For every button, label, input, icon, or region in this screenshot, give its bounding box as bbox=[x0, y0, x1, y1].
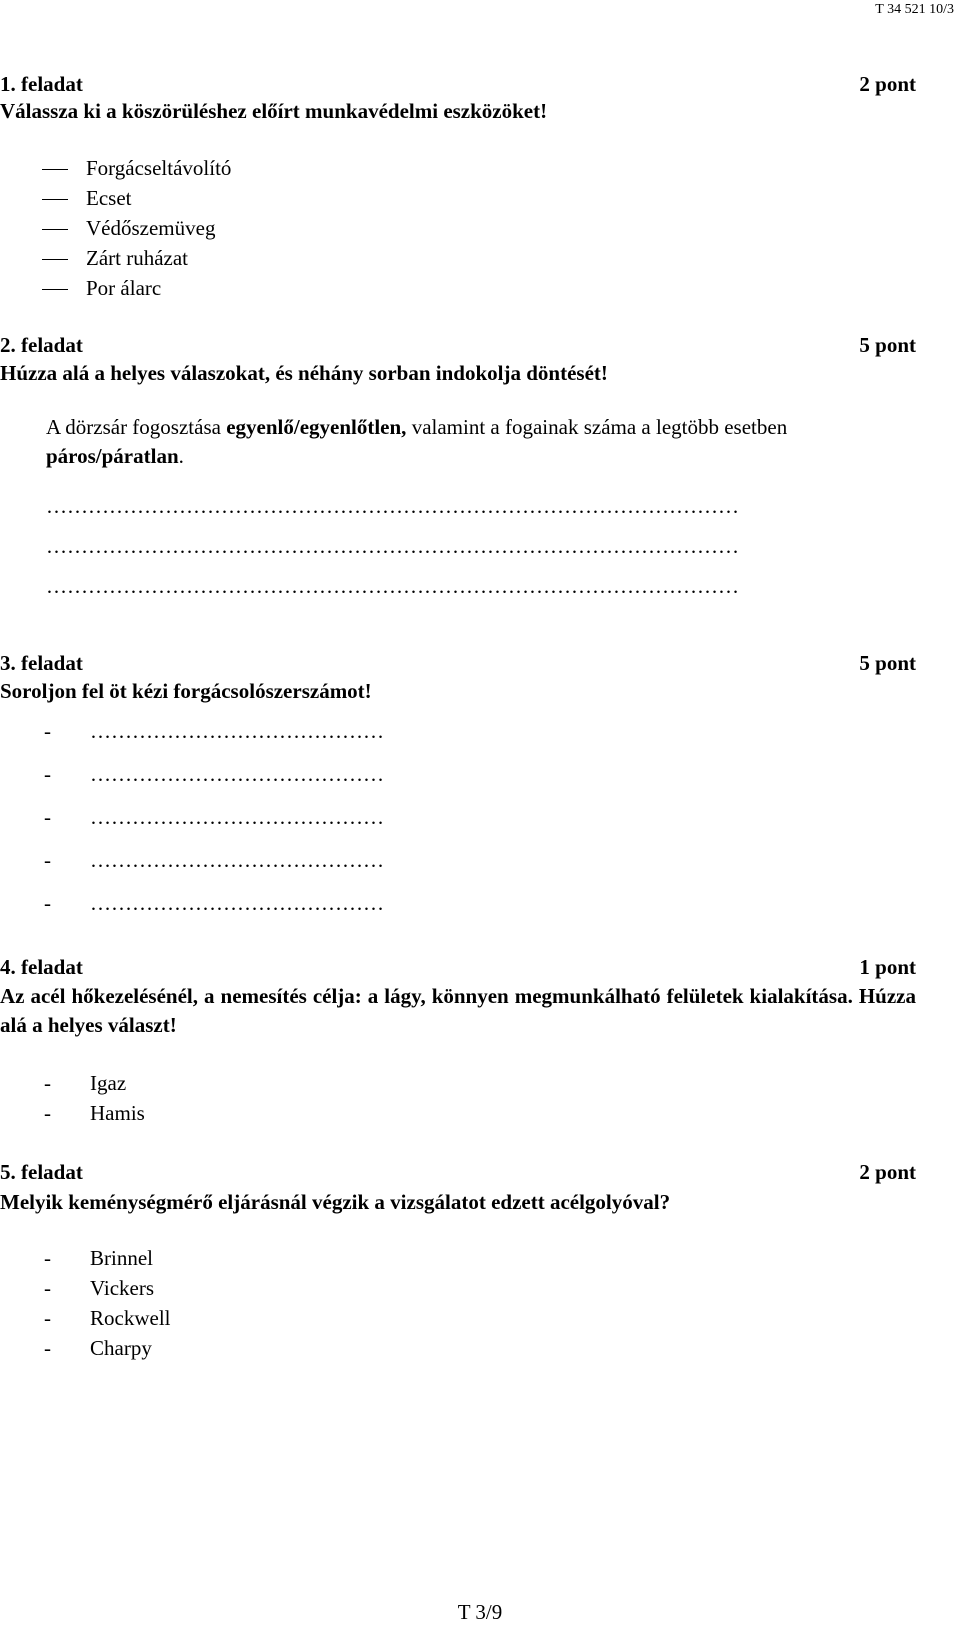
answer-line[interactable]: …………………………………… bbox=[90, 891, 384, 915]
dash-marker bbox=[42, 229, 68, 230]
task-5-question: Melyik keménységmérő eljárásnál végzik a vizsgálatot edzett acélgolyóval? bbox=[0, 1190, 671, 1214]
list-bullet: - bbox=[44, 1101, 51, 1125]
option-rockwell[interactable]: Rockwell bbox=[90, 1306, 171, 1330]
task-3-question: Soroljon fel öt kézi forgácsolószerszámot! bbox=[0, 679, 372, 703]
task-2-statement-cont: páros/páratlan. bbox=[46, 444, 184, 468]
answer-line[interactable]: …………………………………… bbox=[90, 762, 384, 786]
list-bullet: - bbox=[44, 848, 51, 872]
answer-line[interactable]: ……………………………………………………………………………………… bbox=[46, 574, 739, 598]
task-2-title: 2. feladat bbox=[0, 333, 83, 357]
task-1-points: 2 pont bbox=[859, 72, 916, 96]
task-3-title: 3. feladat bbox=[0, 651, 83, 675]
answer-line[interactable]: …………………………………… bbox=[90, 719, 384, 743]
page-number: T 3/9 bbox=[457, 1600, 503, 1624]
task-1-option: Zárt ruházat bbox=[42, 246, 188, 271]
task-1-option: Por álarc bbox=[42, 276, 161, 301]
list-bullet: - bbox=[44, 1306, 51, 1330]
dash-marker bbox=[42, 259, 68, 260]
task-4-points: 1 pont bbox=[859, 955, 916, 979]
answer-line[interactable]: ……………………………………………………………………………………… bbox=[46, 534, 739, 558]
header-code: T 34 521 10/3 bbox=[875, 2, 954, 17]
task-3-points: 5 pont bbox=[859, 651, 916, 675]
option-igaz[interactable]: Igaz bbox=[90, 1071, 127, 1095]
list-bullet: - bbox=[44, 1071, 51, 1095]
task-5-title: 5. feladat bbox=[0, 1160, 83, 1184]
dash-marker bbox=[42, 199, 68, 200]
task-2-question: Húzza alá a helyes válaszokat, és néhány sorban indokolja döntését! bbox=[0, 361, 608, 385]
list-bullet: - bbox=[44, 1276, 51, 1300]
task-1-option: Forgácseltávolító bbox=[42, 156, 231, 181]
list-bullet: - bbox=[44, 805, 51, 829]
option-hamis[interactable]: Hamis bbox=[90, 1101, 145, 1125]
task-1-option: Ecset bbox=[42, 186, 131, 211]
option-brinnel[interactable]: Brinnel bbox=[90, 1246, 153, 1270]
task-1-option: Védőszemüveg bbox=[42, 216, 215, 241]
task-5-points: 2 pont bbox=[859, 1160, 916, 1184]
answer-line[interactable]: …………………………………… bbox=[90, 848, 384, 872]
task-1-title: 1. feladat bbox=[0, 72, 83, 96]
option-vickers[interactable]: Vickers bbox=[90, 1276, 155, 1300]
task-2-points: 5 pont bbox=[859, 333, 916, 357]
answer-line[interactable]: ……………………………………………………………………………………… bbox=[46, 494, 739, 518]
dash-marker bbox=[42, 169, 68, 170]
task-4-title: 4. feladat bbox=[0, 955, 83, 979]
list-bullet: - bbox=[44, 762, 51, 786]
task-4-question: Az acél hőkezelésénél, a nemesítés célja: a lágy, könnyen megmunkálható felületek kialakítása. Húzza alá a helyes választ! bbox=[0, 984, 916, 1037]
list-bullet: - bbox=[44, 891, 51, 915]
option-charpy[interactable]: Charpy bbox=[90, 1336, 152, 1360]
list-bullet: - bbox=[44, 1246, 51, 1270]
task-1-question: Válassza ki a köszörüléshez előírt munkavédelmi eszközöket! bbox=[0, 99, 548, 123]
answer-line[interactable]: …………………………………… bbox=[90, 805, 384, 829]
list-bullet: - bbox=[44, 719, 51, 743]
task-2-statement: A dörzsár fogosztása egyenlő/egyenlőtlen, valamint a fogainak száma a legtöbb esetben bbox=[46, 415, 788, 439]
list-bullet: - bbox=[44, 1336, 51, 1360]
dash-marker bbox=[42, 289, 68, 290]
